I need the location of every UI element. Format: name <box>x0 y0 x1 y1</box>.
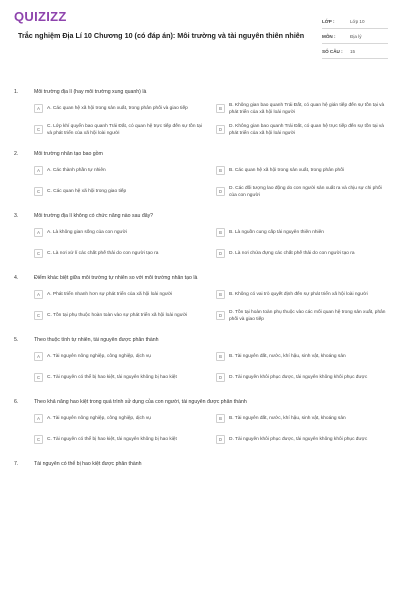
answer-option[interactable] <box>216 369 388 386</box>
option-text: B. Các quan hệ xã hội trong sản xuất, trong phân phối <box>229 168 344 173</box>
meta-label: LỚP : <box>322 18 335 24</box>
answer-options <box>14 348 388 386</box>
option-letter-box[interactable]: A <box>34 228 43 237</box>
answer-option[interactable] <box>216 183 388 200</box>
option-text: A. Là không gian sống của con người <box>47 230 127 235</box>
answer-option[interactable] <box>34 245 206 262</box>
page-title: Trắc nghiệm Địa Lí 10 Chương 10 (có đáp án): Môi trường và tài nguyên thiên nhiên <box>18 31 305 40</box>
answer-option[interactable] <box>216 224 388 241</box>
option-text: C. Tài nguyên có thể bị hao kiệt, tài nguyên không bị hao kiệt <box>47 375 177 380</box>
answer-option[interactable] <box>216 286 388 303</box>
option-letter-box[interactable]: C <box>34 311 43 320</box>
option-letter-box[interactable]: B <box>216 228 225 237</box>
answer-option[interactable] <box>216 121 388 138</box>
answer-options <box>14 286 388 324</box>
question-text: Theo thuộc tính tự nhiên, tài nguyên được phân thành <box>34 337 159 343</box>
question-block <box>14 270 388 324</box>
quizizz-logo: QUIZIZZ <box>14 9 67 24</box>
meta-value: Địa lý <box>350 33 362 39</box>
option-letter-box[interactable]: B <box>216 290 225 299</box>
option-letter-box[interactable]: C <box>34 125 43 134</box>
answer-option[interactable] <box>34 348 206 365</box>
question-text: Điểm khác biệt giữa môi trường tự nhiên so với môi trường nhân tạo là <box>34 275 198 281</box>
meta-value: Lớp 10 <box>350 18 365 24</box>
answer-options <box>14 100 388 138</box>
option-text: D. Tồn tại hoàn toàn phụ thuộc vào các mối quan hệ trong sản xuất, phân phối và giao tiếp <box>229 309 386 322</box>
question-block <box>14 146 388 200</box>
option-text: A. Tài nguyên nông nghiệp, công nghiệp, dịch vụ <box>47 354 151 359</box>
option-letter-box[interactable]: B <box>216 352 225 361</box>
answer-option[interactable] <box>216 100 388 117</box>
option-letter-box[interactable]: C <box>34 249 43 258</box>
meta-row-count <box>322 44 388 59</box>
answer-option[interactable] <box>34 121 206 138</box>
option-letter-box[interactable]: D <box>216 125 225 134</box>
answer-option[interactable] <box>34 431 206 448</box>
answer-options <box>14 410 388 448</box>
answer-option[interactable] <box>34 410 206 427</box>
option-text: C. Là nơi xử lí các chất phế thải do con người tạo ra <box>47 251 159 256</box>
answer-option[interactable] <box>216 431 388 448</box>
question-text: Môi trường nhân tạo bao gồm <box>34 151 103 157</box>
answer-option[interactable] <box>34 286 206 303</box>
option-letter-box[interactable]: C <box>34 187 43 196</box>
question-block <box>14 332 388 386</box>
question-header <box>14 456 388 472</box>
question-number: 4. <box>14 275 19 281</box>
question-number: 6. <box>14 399 19 405</box>
question-number: 3. <box>14 213 19 219</box>
option-text: D. Là nơi chứa đựng các chất phế thải do con người tạo ra <box>229 251 355 256</box>
option-text: B. Tài nguyên đất, nước, khí hậu, sinh vật, khoáng sản <box>229 354 346 359</box>
option-text: B. Tài nguyên đất, nước, khí hậu, sinh vật, khoáng sản <box>229 416 346 421</box>
option-letter-box[interactable]: A <box>34 352 43 361</box>
option-text: B. Không có vai trò quyết định đến sự phát triển xã hội loài người <box>229 292 368 297</box>
option-text: C. Lớp khí quyển bao quanh Trái Đất, có quan hệ trực tiếp đến sự tồn tại và phát triển của xã hội loài người <box>47 123 202 136</box>
option-letter-box[interactable]: B <box>216 414 225 423</box>
option-letter-box[interactable]: B <box>216 104 225 113</box>
option-letter-box[interactable]: A <box>34 104 43 113</box>
meta-row-class <box>322 14 388 29</box>
question-header <box>14 146 388 162</box>
option-text: D. Tài nguyên khôi phục được, tài nguyên không khôi phục được <box>229 437 368 442</box>
answer-option[interactable] <box>216 348 388 365</box>
answer-option[interactable] <box>216 245 388 262</box>
question-number: 1. <box>14 89 19 95</box>
worksheet-header <box>14 10 388 72</box>
answer-options <box>14 224 388 262</box>
option-letter-box[interactable]: D <box>216 373 225 382</box>
question-number: 5. <box>14 337 19 343</box>
option-text: B. Không gian bao quanh Trái Đất, có quan hệ gián tiếp đến sự tồn tại và phát triển của xã hội loài người <box>229 102 385 115</box>
option-text: D. Không gian bao quanh Trái Đất, có quan hệ trực tiếp đến sự tồn tại và phát triển của xã hội loài người <box>229 123 384 136</box>
answer-option[interactable] <box>216 410 388 427</box>
meta-label: MÔN : <box>322 33 336 39</box>
question-header <box>14 394 388 410</box>
option-letter-box[interactable]: B <box>216 166 225 175</box>
question-block <box>14 208 388 262</box>
question-text: Theo khả năng hao kiệt trong quá trình sử dụng của con người, tài nguyên được phân thành <box>34 399 247 405</box>
answer-option[interactable] <box>216 162 388 179</box>
option-letter-box[interactable]: A <box>34 290 43 299</box>
answer-option[interactable] <box>34 369 206 386</box>
meta-row-subject <box>322 29 388 44</box>
option-text: D. Tài nguyên khôi phục được, tài nguyên không khôi phục được <box>229 375 368 380</box>
option-text: B. Là nguồn cung cấp tài nguyên thiên nhiên <box>229 230 324 235</box>
option-letter-box[interactable]: D <box>216 187 225 196</box>
answer-option[interactable] <box>34 307 206 324</box>
question-text: Môi trường địa lí (hay môi trường xung quanh) là <box>34 89 147 95</box>
question-header <box>14 208 388 224</box>
option-letter-box[interactable]: A <box>34 166 43 175</box>
question-block <box>14 84 388 138</box>
question-number: 2. <box>14 151 19 157</box>
option-letter-box[interactable]: A <box>34 414 43 423</box>
option-letter-box[interactable]: D <box>216 311 225 320</box>
question-number: 7. <box>14 461 19 467</box>
answer-option[interactable] <box>34 162 206 179</box>
option-text: C. Các quan hệ xã hội trong giao tiếp <box>47 189 127 194</box>
question-text: Tài nguyên có thể bị hao kiệt được phân thành <box>34 461 142 467</box>
option-letter-box[interactable]: D <box>216 249 225 258</box>
question-header <box>14 270 388 286</box>
answer-option[interactable] <box>34 224 206 241</box>
meta-panel <box>322 14 388 59</box>
option-text: C. Tồn tại phụ thuộc hoàn toàn vào sự phát triển xã hội loài người <box>47 313 188 318</box>
question-list <box>14 84 388 472</box>
question-block <box>14 394 388 448</box>
option-text: A. Tài nguyên nông nghiệp, công nghiệp, dịch vụ <box>47 416 151 421</box>
meta-label: SỐ CÂU : <box>322 48 343 54</box>
question-header <box>14 84 388 100</box>
question-block <box>14 456 388 472</box>
option-text: A. Các quan hệ xã hội trong sản xuất, trong phân phối và giao tiếp <box>47 106 188 111</box>
option-letter-box[interactable]: C <box>34 435 43 444</box>
question-header <box>14 332 388 348</box>
answer-options <box>14 162 388 200</box>
option-text: A. Phát triển nhanh hơn sự phát triển của xã hội loài người <box>47 292 173 297</box>
question-text: Môi trường địa lí không có chức năng nào sau đây? <box>34 213 154 219</box>
answer-option[interactable] <box>216 307 388 324</box>
answer-option[interactable] <box>34 100 206 117</box>
option-text: D. Các đối tượng lao động do con người sản xuất ra và chịu sự chi phối của con người <box>229 185 382 198</box>
option-text: A. Các thành phần tự nhiên <box>47 168 106 173</box>
meta-value: 15 <box>350 48 356 54</box>
option-letter-box[interactable]: D <box>216 435 225 444</box>
option-letter-box[interactable]: C <box>34 373 43 382</box>
answer-option[interactable] <box>34 183 206 200</box>
option-text: C. Tài nguyên có thể bị hao kiệt, tài nguyên không bị hao kiệt <box>47 437 177 442</box>
